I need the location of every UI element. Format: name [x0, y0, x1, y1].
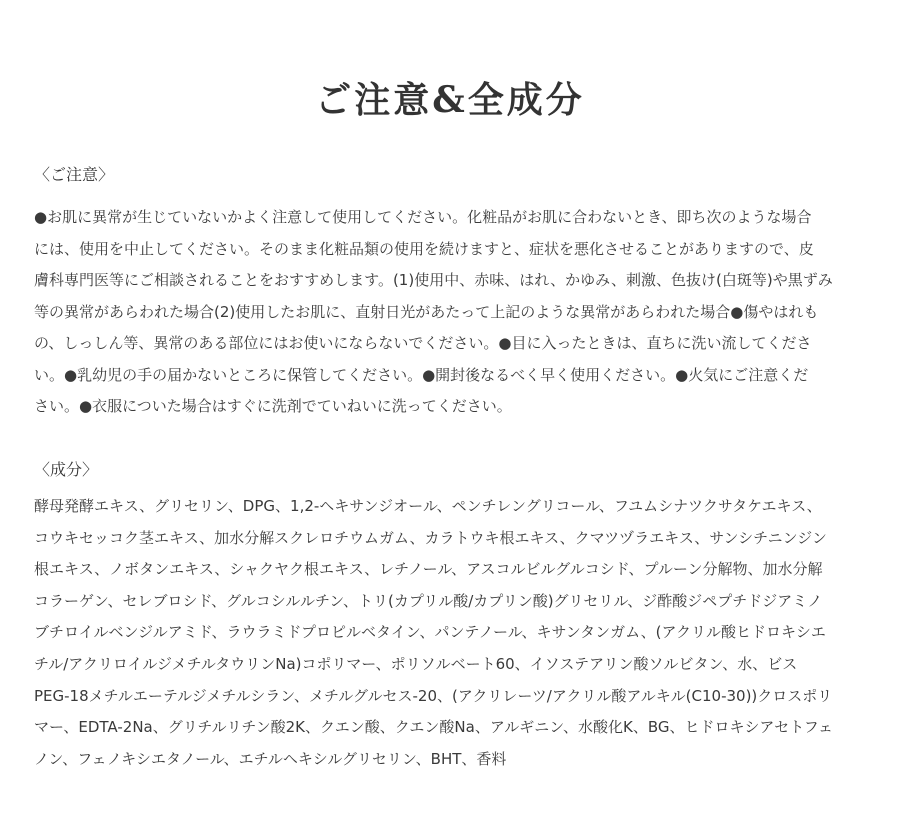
- page-title: ご注意&全成分: [315, 79, 585, 121]
- ingredients-heading: 〈成分〉: [34, 460, 99, 479]
- caution-text: ●お肌に異常が生じていないかよく注意して使用してください。化粧品がお肌に合わないとき、即ち次のような場合 には、使用を中止してください。そのまま化粧品類の使用を続けますと、症状を悪化させることがありますので、皮 膚科専門医等にご相談されることをおすすめします。(1)使用中、赤味、はれ、かゆみ、刺激、色抜け(白斑等)や黒ずみ 等の異常があらわれた場合(2)使用したお肌に、直射日光があたって上記のような異常があらわれた場合●傷やはれも の、しっしん等、異常のある部位にはお使いにならないでください。●目に入ったときは、直ちに洗い流してくださ い。●乳幼児の手の届かないところに保管してください。●開封後なるべく早く使用ください。●火気にご注意くだ さい。●衣服についた場合はすぐに洗剤でていねいに洗ってください。: [34, 208, 833, 415]
- caution-heading: 〈ご注意〉: [34, 165, 115, 184]
- ingredients-text: 酵母発酵エキス、グリセリン、DPG、1,2-ヘキサンジオール、ペンチレングリコール、フユムシナツクサタケエキス、 コウキセッコク茎エキス、加水分解スクレロチウムガム、カラトウキ根エキス、クマツヅラエキス、サンシチニンジン 根エキス、ノボタンエキス、シャクヤク根エキス、レチノール、アスコルビルグルコシド、プルーン分解物、加水分解 コラーゲン、セレブロシド、グルコシルルチン、トリ(カプリル酸/カプリン酸)グリセリル、ジ酢酸ジペプチドジアミノ ブチロイルベンジルアミド、ラウラミドプロピルベタイン、パンテノール、キサンタンガム、(アクリル酸ヒドロキシエ チル/アクリロイルジメチルタウリンNa)コポリマー、ポリソルベート60、イソステアリン酸ソルビタン、水、ビス PEG-18メチルエーテルジメチルシラン、メチルグルセス-20、(アクリレーツ/アクリル酸アルキル(C10-30))クロスポリ マー、EDTA-2Na、グリチルリチン酸2K、クエン酸、クエン酸Na、アルギニン、水酸化K、BG、ヒドロキシアセトフェ ノン、フェノキシエタノール、エチルヘキシルグリセリン、BHT、香料: [34, 497, 834, 768]
